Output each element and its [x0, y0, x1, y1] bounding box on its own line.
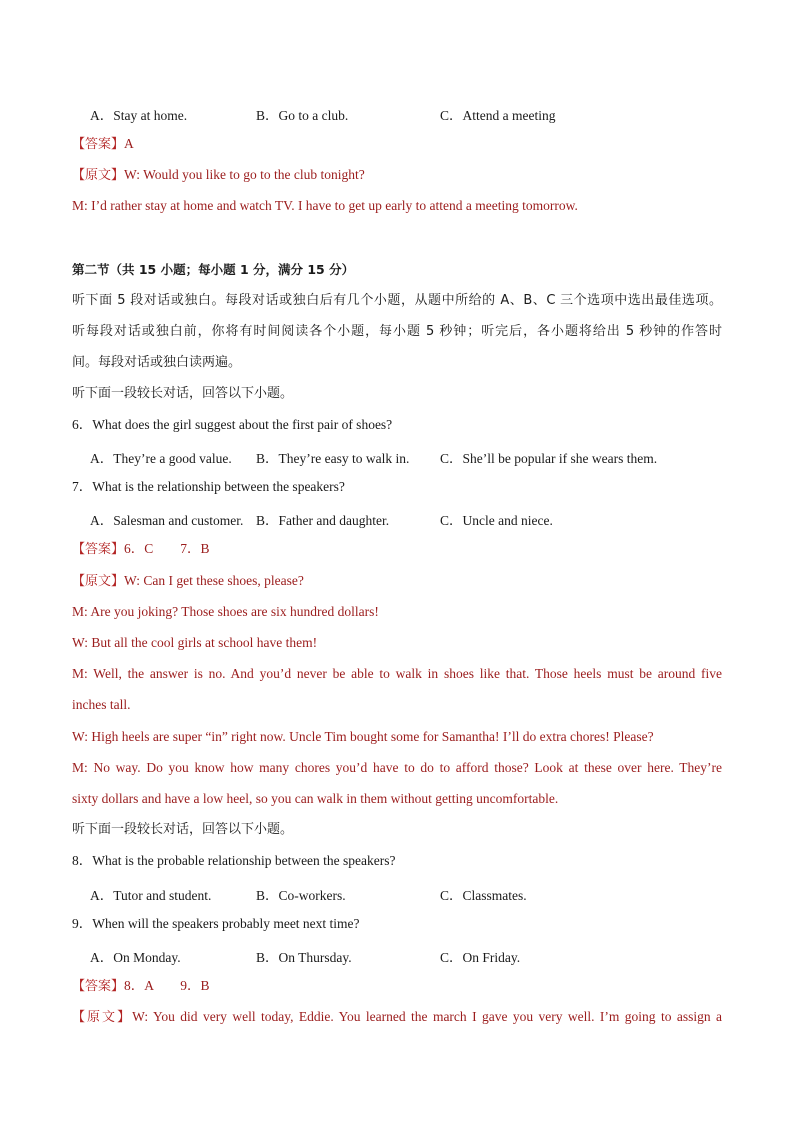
- section-2-instruction-3: 间。每段对话或独白读两遍。: [72, 355, 242, 370]
- script-6-7-l6b: sixty dollars and have a low heel, so you can walk in them without getting uncomfortable.: [72, 791, 559, 806]
- answer-tag: 【答案】: [72, 137, 125, 152]
- script-6-7-l3: W: But all the cool girls at school have them!: [72, 635, 318, 650]
- dialogue-prompt-1: 听下面一段较长对话，回答以下小题。: [72, 386, 294, 401]
- section-2-instruction-2: 听每段对话或独白前，你将有时间阅读各个小题，每小题 5 秒钟；听完后，各小题将给出 5 秒钟的作答时: [72, 324, 722, 339]
- answer-8-9-line: [72, 977, 722, 996]
- q9-option-a: A．On Monday.: [90, 950, 181, 965]
- answer-8-9: 8．A 9．B: [124, 978, 210, 993]
- script-6-7-l5: W: High heels are super “in” right now. Uncle Tim bought some for Samantha! I’ll do extra chores! Please?: [72, 729, 654, 744]
- q6-text: 6．What does the girl suggest about the first pair of shoes?: [72, 417, 393, 432]
- script-6-7-l4b: inches tall.: [72, 697, 131, 712]
- q5-script-w: W: Would you like to go to the club tonight?: [124, 167, 365, 182]
- q5-option-c: C．Attend a meeting: [440, 108, 556, 123]
- q9-option-c: C．On Friday.: [440, 950, 521, 965]
- q7-option-b: B．Father and daughter.: [256, 513, 390, 528]
- q5-script-m: M: I’d rather stay at home and watch TV. I have to get up early to attend a meeting tomorrow.: [72, 198, 578, 213]
- q8-option-b: B．Co-workers.: [256, 888, 346, 903]
- q6-option-b: B．They’re easy to walk in.: [256, 451, 410, 466]
- script-tag: 【原文】: [72, 574, 125, 589]
- q8-option-a: A．Tutor and student.: [90, 888, 212, 903]
- script-tag: 【原文】: [72, 1010, 133, 1025]
- q5-answer: A: [124, 136, 134, 151]
- script-8-9-line-1: [72, 1008, 722, 1027]
- q9-text: 9．When will the speakers probably meet next time?: [72, 916, 360, 931]
- q5-script-line-1: [72, 166, 722, 185]
- script-6-7-line-1: [72, 572, 722, 591]
- script-6-7-l1: W: Can I get these shoes, please?: [124, 573, 304, 588]
- script-6-7-l2: M: Are you joking? Those shoes are six hundred dollars!: [72, 604, 379, 619]
- q8-text: 8．What is the probable relationship between the speakers?: [72, 853, 396, 868]
- script-6-7-l6a: M: No way. Do you know how many chores you’d have to do to afford those? Look at these over here. They’re: [72, 760, 722, 775]
- q7-option-c: C．Uncle and niece.: [440, 513, 553, 528]
- script-tag: 【原文】: [72, 168, 125, 183]
- answer-tag: 【答案】: [72, 979, 125, 994]
- q6-option-a: A．They’re a good value.: [90, 451, 232, 466]
- script-8-9-l1: W: You did very well today, Eddie. You learned the march I gave you very well. I’m going to assign a: [132, 1009, 722, 1024]
- section-2-title: 第二节（共 15 小题；每小题 1 分，满分 15 分）: [72, 262, 355, 277]
- answer-6-7: 6．C 7．B: [124, 541, 210, 556]
- answer-6-7-line: [72, 540, 722, 559]
- q6-option-c: C．She’ll be popular if she wears them.: [440, 451, 658, 466]
- section-2-instruction-1: 听下面 5 段对话或独白。每段对话或独白后有几个小题，从题中所给的 A、B、C 三个选项中选出最佳选项。: [72, 293, 722, 308]
- q9-option-b: B．On Thursday.: [256, 950, 352, 965]
- answer-tag: 【答案】: [72, 542, 125, 557]
- script-6-7-l4a: M: Well, the answer is no. And you’d never be able to walk in shoes like that. Those heels must be around five: [72, 666, 722, 681]
- q5-option-a: A．Stay at home.: [90, 108, 188, 123]
- q8-option-c: C．Classmates.: [440, 888, 527, 903]
- q5-option-b: B．Go to a club.: [256, 108, 349, 123]
- q7-option-a: A．Salesman and customer.: [90, 513, 244, 528]
- q5-answer-line: [72, 135, 722, 154]
- dialogue-prompt-2: 听下面一段较长对话，回答以下小题。: [72, 822, 294, 837]
- q7-text: 7．What is the relationship between the speakers?: [72, 479, 345, 494]
